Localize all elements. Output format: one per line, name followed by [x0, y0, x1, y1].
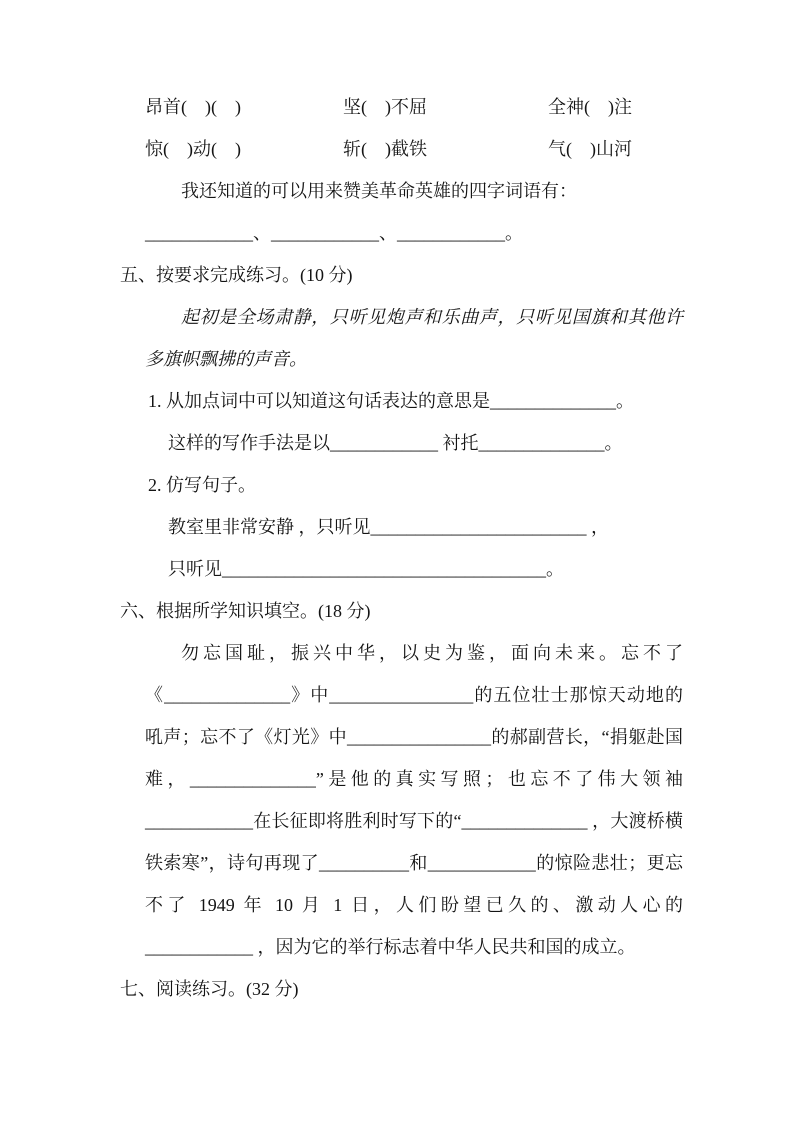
question-2-label: 2. 仿写句子。: [148, 475, 256, 495]
section-5-heading: 五、按要求完成练习。(10 分): [120, 265, 353, 285]
idiom-row-2: [145, 128, 683, 170]
idiom-blank: 昂首( )( ): [145, 97, 241, 117]
section-6-paragraph: 勿忘国耻，振兴中华，以史为鉴，面向未来。忘不了《______________》中________________的五位壮士那惊天动地的吼声；忘不了《灯光》中________________的郝副营长，“捐躯赴国难，______________”是他的真实写照；也忘不了伟大领袖____________在长征即将胜利时写下的“______________ ，大渡桥横铁索寒”，诗句再现了__________和____________的惊险悲壮；更忘不了 1949 年 10 月 1 日，人们盼望已久的、激动人心的____________ ，因为它的举行标志着中华人民共和国的成立。: [145, 643, 683, 957]
idiom-blank: 气( )山河: [548, 139, 632, 159]
section-5-passage: 起初是全场肃静，只听见炮声和乐曲声，只听见国旗和其他许多旗帜飘拂的声音。: [145, 307, 683, 369]
section-7-heading: 七、阅读练习。(32 分): [120, 979, 299, 999]
question-1-line-2: 这样的写作手法是以____________ 衬托______________。: [168, 433, 623, 453]
idiom-blank: 全神( )注: [548, 97, 632, 117]
question-2-line-2: 只听见____________________________________。: [168, 559, 564, 579]
section-7: [120, 968, 683, 1010]
section-5: [120, 254, 683, 590]
idiom-blank: 斩( )截铁: [343, 139, 427, 159]
section-6: [120, 590, 683, 968]
question-2-line-1: 教室里非常安静 ，只听见________________________ ，: [168, 517, 609, 537]
idiom-fill-section: [120, 86, 683, 254]
section-6-heading: 六、根据所学知识填空。(18 分): [120, 601, 371, 621]
more-idioms-blanks: ____________、____________、____________。: [145, 223, 523, 243]
question-2: [120, 464, 683, 590]
idiom-row-1: [145, 86, 683, 128]
question-1: [120, 380, 683, 464]
idiom-blank: 坚( )不屈: [343, 97, 427, 117]
more-idioms-prompt: 我还知道的可以用来赞美革命英雄的四字词语有：: [181, 181, 577, 201]
question-1-line-1: 1. 从加点词中可以知道这句话表达的意思是______________。: [148, 391, 634, 411]
idiom-blank: 惊( )动( ): [145, 139, 241, 159]
